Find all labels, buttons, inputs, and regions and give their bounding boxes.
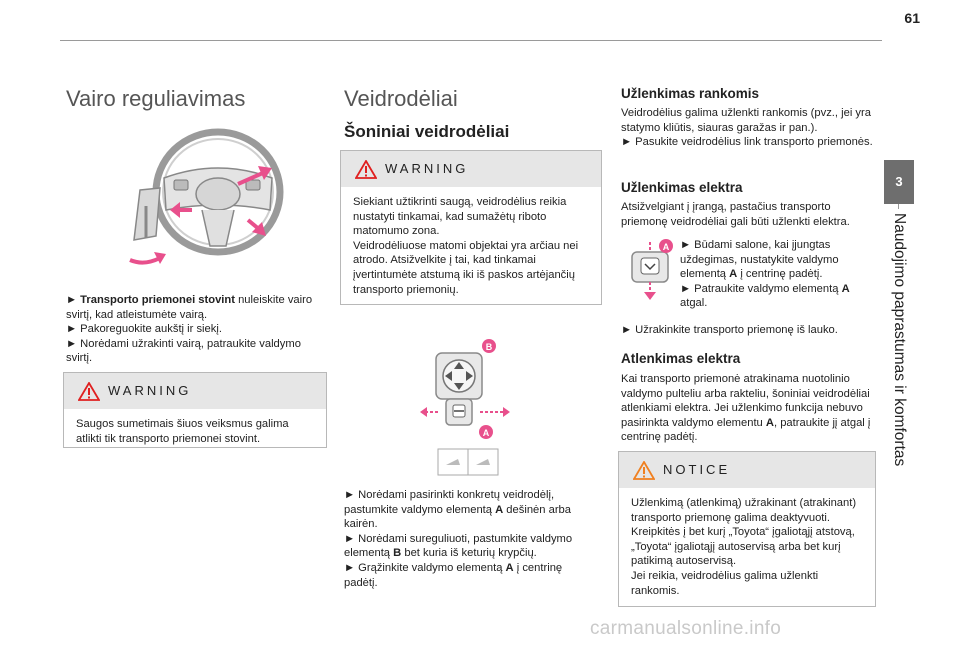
unfold-text-pre: Kai transporto priemonė atrakinama nuotolinio valdymo pulteliu arba rakteliu, šoniniai veidrodėliai atlenkiami elektra. Jei užlenkimo funkcija nebuvo pasirinkta valdymo elementu [621, 373, 870, 429]
mirrors-warning-header [341, 151, 601, 187]
electric-step-1-post: į centrinę padėtį. [737, 268, 823, 281]
top-divider [60, 40, 882, 41]
steering-warning-text: Saugos sumetimais šiuos veiksmus galima atlikti tik transporto priemonei stovint. [76, 418, 289, 445]
mirror-step-1-post: dešinėn arba kairėn. [344, 503, 572, 531]
lock-step: ► Užrakinkite transporto priemonę iš lauko. [621, 324, 838, 336]
steering-step-1 [66, 293, 328, 322]
badge-a-text: A [482, 428, 490, 438]
mirror-step-2-post: bet kuria iš keturių krypčių. [401, 547, 537, 560]
electric-step-2-bold: A [841, 282, 850, 295]
electric-step-2 [680, 282, 876, 311]
electric-unfold-heading: Atlenkimas elektra [621, 351, 741, 366]
watermark: carmanualsonline.info [590, 618, 782, 639]
steering-step-2: ► Pakoreguokite aukštį ir siekį. [66, 323, 222, 336]
warning-label: WARNING [108, 383, 192, 398]
mirror-step-2 [344, 532, 596, 561]
notice-label: NOTICE [663, 462, 731, 477]
electric-step-1-bold: A [729, 268, 738, 281]
steering-steps [66, 293, 328, 366]
steering-wheel-illustration [120, 118, 295, 273]
warning-label: WARNING [385, 161, 469, 176]
fold-control-illustration [618, 238, 674, 302]
electric-fold-steps [680, 238, 876, 311]
steering-step-3: ► Norėdami užrakinti vairą, patraukite valdymo svirtį. [66, 337, 301, 365]
warning-icon [78, 382, 100, 401]
mirror-step-3-post: į centrinę padėtį. [344, 561, 563, 589]
mirror-control-illustration [420, 335, 520, 477]
mirror-step-3 [344, 561, 596, 590]
mirrors-warning-box [340, 150, 602, 305]
steering-step-1-text: nuleiskite vairo svirtį, kad atleistumėte vairą. [66, 294, 313, 321]
mirrors-warning-text: Siekiant užtikrinti saugą, veidrodėlius reikia nustatyti tinkamai, kad sumažėtų riboto matomumo zona. Veidrodėliuose matomi objektai yra arčiau nei atrodo. Atsižvelkite į tai, kad tinkamai įvertintumėte atstumą iki iš paskos artėjančių transporto priemonių. [353, 196, 579, 296]
notice-text: Užlenkimą (atlenkimą) užrakinant (atrakinant) transporto priemonę galima deaktyvuoti. Kreipkitės į bet kurį „Toyota“ įgaliotąjį atstovą, „Toyota“ įgaliotąjį autoservisą arba bet kurį patikimą autoservisą. Jei reikia, veidrodėlius galima užlenkti rankomis. [631, 497, 857, 597]
electric-badge-a-text: A [662, 242, 670, 252]
steering-warning-box [63, 372, 327, 448]
manual-fold-body [621, 106, 875, 150]
electric-unfold-text [621, 372, 875, 445]
notice-header [619, 452, 875, 488]
mirror-step-1 [344, 488, 596, 532]
mirror-step-1-bold: A [495, 503, 504, 516]
notice-box [618, 451, 876, 607]
steering-section-title: Vairo reguliavimas [66, 86, 246, 111]
manual-fold-heading: Užlenkimas rankomis [621, 86, 760, 101]
page-number: 61 [904, 10, 920, 26]
mirror-step-2-bold: B [393, 547, 402, 560]
unfold-text-bold: A [765, 416, 774, 429]
manual-fold-text: Veidrodėlius galima užlenkti rankomis (pvz., jei yra statymo kliūtis, siauras garažas ir pan.). [621, 107, 871, 134]
mirror-step-2-pre: ► Norėdami sureguliuoti, pastumkite valdymo elementą [344, 532, 573, 560]
notice-icon [633, 461, 655, 480]
steering-warning-header [64, 373, 326, 409]
chapter-title-text: Naudojimo paprastumas ir komfortas [891, 213, 908, 467]
chapter-title [888, 213, 912, 483]
electric-fold-heading: Užlenkimas elektra [621, 180, 743, 195]
mirror-step-3-pre: ► Grąžinkite valdymo elementą [344, 561, 506, 574]
side-mirrors-subtitle: Šoniniai veidrodėliai [344, 122, 510, 141]
electric-step-2-pre: ► Patraukite valdymo elementą [680, 282, 842, 295]
electric-step-2-post: atgal. [680, 297, 708, 310]
electric-step-1 [680, 238, 876, 282]
mirror-step-3-bold: A [505, 561, 514, 574]
manual-fold-step: ► Pasukite veidrodėlius link transporto priemonės. [621, 136, 873, 149]
chapter-tab: 3 [884, 160, 914, 204]
electric-step-1-pre: ► Būdami salone, kai įjungtas uždegimas, nustatykite valdymo elementą [680, 239, 839, 281]
unfold-text-post: , patraukite jį atgal į centrinę padėtį. [621, 416, 871, 444]
steering-step-1-bold: ► Transporto priemonei stovint [66, 294, 235, 306]
mirror-steps [344, 488, 596, 590]
chapter-tab-line [898, 204, 899, 209]
mirror-step-1-pre: ► Norėdami pasirinkti konkretų veidrodėlį, pastumkite valdymo elementą [344, 489, 555, 516]
warning-icon [355, 160, 377, 179]
badge-b-text: B [485, 342, 493, 352]
electric-fold-text: Atsižvelgiant į įrangą, pastačius transporto priemonę veidrodėliai gali būti užlenkti elektra. [621, 201, 850, 228]
mirrors-section-title: Veidrodėliai [344, 86, 458, 111]
